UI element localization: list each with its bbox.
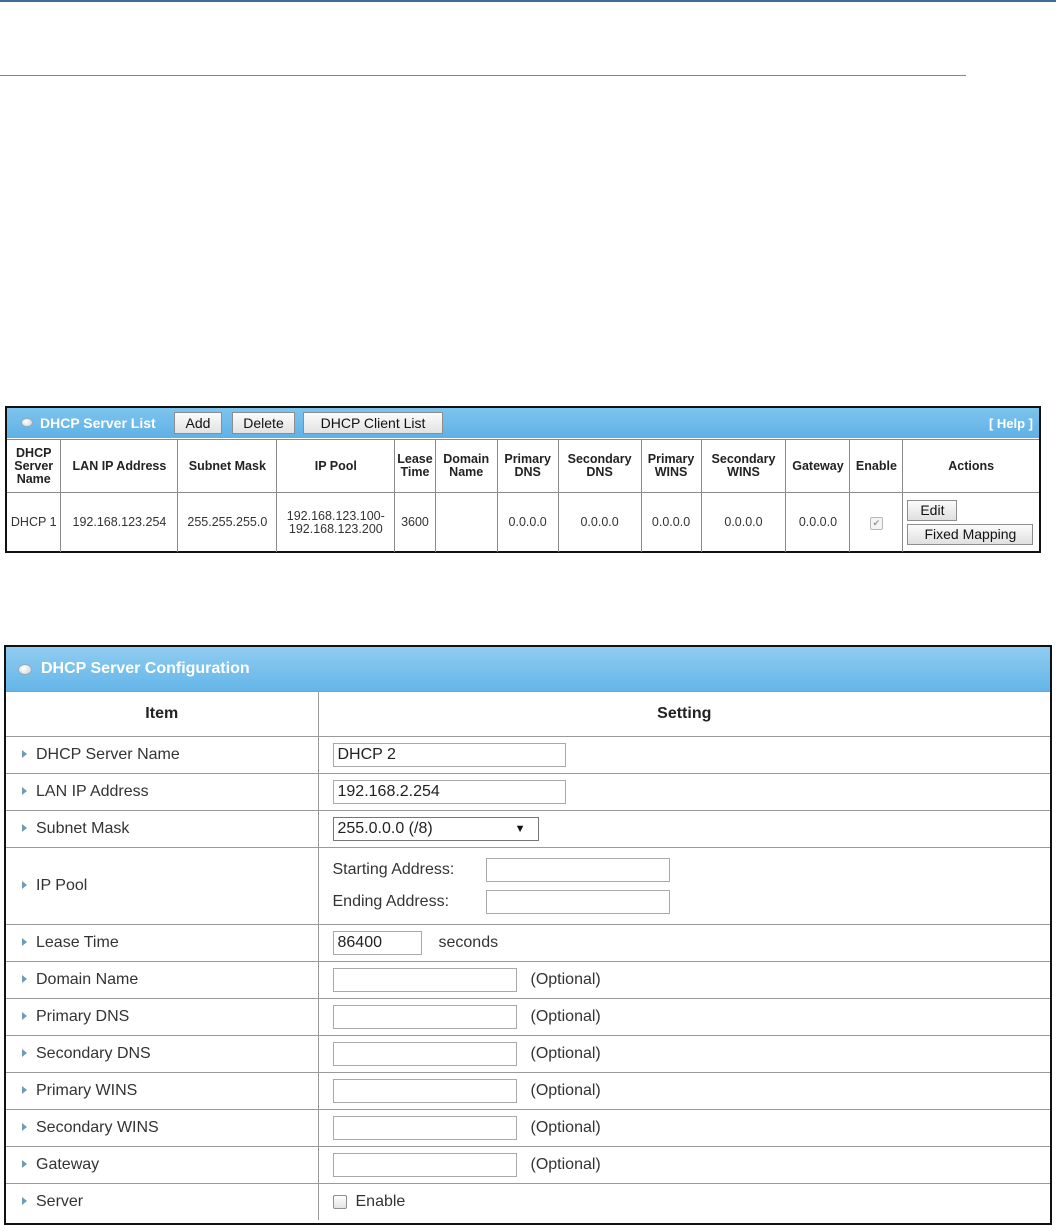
config-header (6, 647, 1050, 691)
col-header-subnet: Subnet Mask (178, 440, 277, 493)
row-lease-time (6, 925, 1050, 962)
arrow-right-icon (22, 750, 27, 758)
col-header-gateway: Gateway (786, 440, 850, 493)
setting-cell (318, 1184, 1050, 1221)
cell-gateway: 0.0.0.0 (786, 493, 850, 553)
table-header-row (7, 440, 1039, 493)
cell-actions (903, 493, 1039, 553)
col-header-primary-wins: Primary WINS (641, 440, 701, 493)
server-name-input[interactable]: DHCP 2 (333, 743, 566, 767)
arrow-right-icon (22, 938, 27, 946)
row-secondary-dns (6, 1036, 1050, 1073)
fixed-mapping-button[interactable]: Fixed Mapping (907, 524, 1033, 545)
optional-hint: (Optional) (530, 1156, 601, 1173)
subnet-mask-select[interactable] (333, 817, 539, 841)
config-title: DHCP Server Configuration (41, 660, 250, 677)
cell-secondary-dns: 0.0.0.0 (558, 493, 641, 553)
secondary-dns-input[interactable] (333, 1042, 517, 1066)
setting-cell (318, 1073, 1050, 1110)
row-primary-wins (6, 1073, 1050, 1110)
cell-name: DHCP 1 (7, 493, 61, 553)
cell-enable (850, 493, 903, 553)
starting-address-label: Starting Address: (332, 861, 455, 878)
item-label (6, 774, 318, 811)
secondary-dns-label: Secondary DNS (36, 1045, 151, 1062)
edit-button[interactable]: Edit (907, 500, 957, 521)
item-label (6, 811, 318, 848)
arrow-right-icon (22, 1049, 27, 1057)
setting-cell (318, 1110, 1050, 1147)
setting-cell (318, 737, 1050, 774)
primary-dns-input[interactable] (333, 1005, 517, 1029)
primary-wins-label: Primary WINS (36, 1082, 138, 1099)
bullet-icon (21, 418, 33, 427)
dropdown-arrow-icon: ▼ (514, 823, 526, 835)
setting-cell (318, 925, 1050, 962)
lease-time-label: Lease Time (36, 934, 119, 951)
cell-domain (435, 493, 497, 553)
col-header-domain: Domain Name (435, 440, 497, 493)
bullet-icon (18, 664, 32, 675)
item-column-header: Item (6, 692, 318, 737)
optional-hint: (Optional) (530, 971, 601, 988)
row-secondary-wins (6, 1110, 1050, 1147)
server-enable-label: Enable (355, 1192, 406, 1210)
cell-subnet: 255.255.255.0 (178, 493, 277, 553)
item-label (6, 1147, 318, 1184)
col-header-primary-dns: Primary DNS (497, 440, 558, 493)
table-row (7, 493, 1039, 553)
optional-hint: (Optional) (530, 1008, 601, 1025)
server-label: Server (36, 1193, 84, 1210)
gateway-label: Gateway (36, 1156, 100, 1173)
col-header-name: DHCP Server Name (7, 440, 61, 493)
arrow-right-icon (22, 1086, 27, 1094)
setting-cell (318, 848, 1050, 925)
cell-secondary-wins: 0.0.0.0 (701, 493, 786, 553)
item-label (6, 999, 318, 1036)
config-header-row (6, 692, 1050, 737)
ending-address-input[interactable] (486, 890, 670, 914)
section-divider (0, 75, 966, 76)
item-label (6, 1073, 318, 1110)
lease-unit: seconds (438, 934, 499, 951)
server-list-header (7, 408, 1039, 438)
subnet-mask-label: Subnet Mask (36, 820, 130, 837)
col-header-lan-ip: LAN IP Address (61, 440, 178, 493)
arrow-right-icon (22, 1197, 27, 1205)
setting-cell (318, 1036, 1050, 1073)
dhcp-client-list-button[interactable]: DHCP Client List (303, 412, 443, 434)
cell-primary-wins: 0.0.0.0 (641, 493, 701, 553)
lan-ip-label: LAN IP Address (36, 783, 149, 800)
secondary-wins-input[interactable] (333, 1116, 517, 1140)
setting-column-header: Setting (318, 692, 1050, 737)
ip-pool-label: IP Pool (36, 877, 88, 894)
dhcp-server-list-panel (5, 406, 1041, 553)
col-header-secondary-wins: Secondary WINS (701, 440, 786, 493)
col-header-pool: IP Pool (277, 440, 395, 493)
gateway-input[interactable] (333, 1153, 517, 1177)
row-primary-dns (6, 999, 1050, 1036)
config-table (6, 691, 1050, 1220)
setting-cell (318, 999, 1050, 1036)
help-link[interactable]: [ Help ] (988, 416, 1033, 431)
arrow-right-icon (22, 1123, 27, 1131)
row-lan-ip (6, 774, 1050, 811)
setting-cell (318, 774, 1050, 811)
row-domain-name (6, 962, 1050, 999)
cell-primary-dns: 0.0.0.0 (497, 493, 558, 553)
top-divider (0, 0, 1056, 2)
cell-lan-ip: 192.168.123.254 (61, 493, 178, 553)
arrow-right-icon (22, 1160, 27, 1168)
server-list-table (7, 439, 1039, 552)
arrow-right-icon (22, 975, 27, 983)
primary-wins-input[interactable] (333, 1079, 517, 1103)
cell-pool (277, 493, 395, 553)
item-label (6, 848, 318, 925)
domain-name-input[interactable] (333, 968, 517, 992)
server-name-label: DHCP Server Name (36, 746, 180, 763)
row-subnet-mask (6, 811, 1050, 848)
starting-address-input[interactable] (486, 858, 670, 882)
arrow-right-icon (22, 881, 27, 889)
optional-hint: (Optional) (530, 1045, 601, 1062)
optional-hint: (Optional) (530, 1082, 601, 1099)
item-label (6, 962, 318, 999)
enable-checkbox[interactable]: ✔ (870, 517, 883, 530)
setting-cell (318, 962, 1050, 999)
row-server-name (6, 737, 1050, 774)
subnet-mask-value: 255.0.0.0 (/8) (337, 820, 433, 837)
item-label (6, 925, 318, 962)
domain-name-label: Domain Name (36, 971, 139, 988)
primary-dns-label: Primary DNS (36, 1008, 130, 1025)
setting-cell (318, 1147, 1050, 1184)
item-label (6, 1184, 318, 1221)
item-label (6, 1036, 318, 1073)
col-header-secondary-dns: Secondary DNS (558, 440, 641, 493)
row-gateway (6, 1147, 1050, 1184)
setting-cell (318, 811, 1050, 848)
pool-end: 192.168.123.200 (288, 521, 383, 536)
server-enable-checkbox[interactable] (333, 1195, 347, 1209)
col-header-lease: Lease Time (395, 440, 435, 493)
row-server (6, 1184, 1050, 1221)
item-label (6, 737, 318, 774)
col-header-actions: Actions (903, 440, 1039, 493)
arrow-right-icon (22, 1012, 27, 1020)
cell-lease: 3600 (395, 493, 435, 553)
col-header-enable: Enable (850, 440, 903, 493)
pool-start: 192.168.123.100- (286, 508, 385, 523)
server-list-title: DHCP Server List (40, 415, 156, 431)
delete-button[interactable]: Delete (232, 412, 295, 434)
arrow-right-icon (22, 787, 27, 795)
optional-hint: (Optional) (530, 1119, 601, 1136)
pool-end-line (333, 886, 1051, 918)
lan-ip-input[interactable]: 192.168.2.254 (333, 780, 566, 804)
ending-address-label: Ending Address: (332, 893, 450, 910)
dhcp-server-configuration-panel (4, 645, 1052, 1225)
lease-time-input[interactable]: 86400 (333, 931, 422, 955)
add-button[interactable]: Add (174, 412, 222, 434)
arrow-right-icon (22, 824, 27, 832)
secondary-wins-label: Secondary WINS (36, 1119, 159, 1136)
item-label (6, 1110, 318, 1147)
pool-start-line (333, 854, 1051, 886)
row-ip-pool (6, 848, 1050, 925)
